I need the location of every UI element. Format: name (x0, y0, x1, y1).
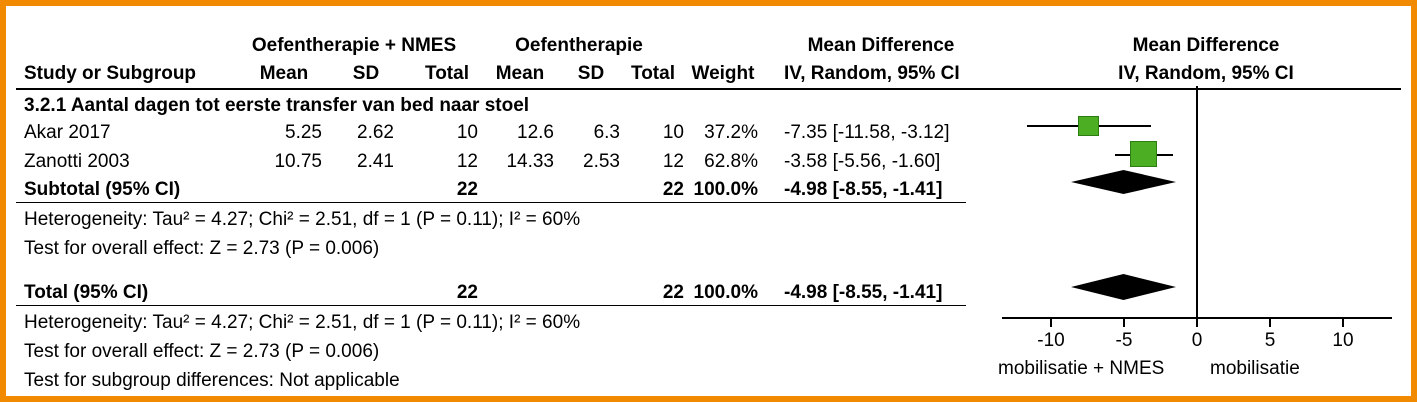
effect-marker-zanotti-2003 (1130, 141, 1157, 167)
forest-plot-area (966, 24, 1406, 394)
x-tick-label: 0 (1191, 330, 1203, 351)
figure-inner (6, 6, 1411, 396)
header-group1: Oefentherapie + NMES (251, 35, 457, 56)
row-mean1: 10.75 (274, 151, 322, 172)
subtotal-weight: 100.0% (693, 179, 758, 200)
row-weight: 62.8% (704, 151, 758, 172)
subgroup-heterogeneity: Heterogeneity: Tau² = 4.27; Chi² = 2.51, df = 1 (P = 0.11); I² = 60% (24, 209, 581, 230)
header-group2: Oefentherapie (515, 35, 643, 56)
row-sd1: 2.62 (357, 122, 394, 143)
row-mean2: 12.6 (517, 122, 554, 143)
axis-label-right: mobilisatie (1210, 358, 1300, 379)
header-plot-sub: IV, Random, 95% CI (1118, 63, 1294, 84)
subgroup-label: 3.2.1 Aantal dagen tot eerste transfer van bed naar stoel (24, 95, 530, 116)
header-effect: Mean Difference (807, 35, 955, 56)
x-tick-label: 5 (1264, 330, 1276, 351)
header-total-2: Total (631, 63, 675, 84)
total-heterogeneity: Heterogeneity: Tau² = 4.27; Chi² = 2.51, df = 1 (P = 0.11); I² = 60% (24, 312, 581, 333)
header-weight: Weight (691, 63, 755, 84)
null-effect-line (1196, 86, 1198, 318)
x-tick (1123, 318, 1125, 327)
x-tick-label: -10 (1037, 330, 1065, 351)
x-tick-label: -5 (1115, 330, 1133, 351)
subgroup-overall-effect: Test for overall effect: Z = 2.73 (P = 0.006) (24, 238, 380, 259)
row-sd2: 6.3 (593, 122, 620, 143)
total-diamond (1071, 274, 1176, 300)
row-effect: -7.35 [-11.58, -3.12] (784, 122, 950, 143)
subtotal-total1: 22 (456, 179, 478, 200)
axis-label-left: mobilisatie + NMES (998, 358, 1165, 379)
row-total1: 12 (456, 151, 478, 172)
total-total2: 22 (662, 282, 684, 303)
row-effect: -3.58 [-5.56, -1.60] (784, 151, 941, 172)
x-tick (1269, 318, 1271, 327)
row-mean1: 5.25 (285, 122, 322, 143)
row-sd2: 2.53 (583, 151, 620, 172)
header-plot: Mean Difference (1132, 35, 1280, 56)
subtotal-effect: -4.98 [-8.55, -1.41] (784, 179, 943, 200)
header-total-1: Total (425, 63, 469, 84)
row-total1: 10 (456, 122, 478, 143)
header-study: Study or Subgroup (24, 63, 197, 84)
total-subgroup-differences: Test for subgroup differences: Not applicable (24, 370, 400, 391)
effect-marker-akar-2017 (1078, 116, 1099, 136)
total-overall-effect: Test for overall effect: Z = 2.73 (P = 0.006) (24, 341, 380, 362)
row-total2: 12 (662, 151, 684, 172)
total-label: Total (95% CI) (24, 282, 149, 303)
total-total1: 22 (456, 282, 478, 303)
x-tick-label: 10 (1332, 330, 1354, 351)
total-divider (16, 305, 966, 306)
x-tick (1196, 318, 1198, 327)
header-mean-1: Mean (259, 63, 309, 84)
row-sd1: 2.41 (357, 151, 394, 172)
header-sd-2: SD (577, 63, 605, 84)
x-tick (1342, 318, 1344, 327)
row-study: Akar 2017 (24, 122, 111, 143)
header-effect-sub: IV, Random, 95% CI (784, 63, 960, 84)
total-effect: -4.98 [-8.55, -1.41] (784, 282, 943, 303)
row-total2: 10 (662, 122, 684, 143)
subtotal-divider (16, 202, 966, 203)
row-weight: 37.2% (704, 122, 758, 143)
header-sd-1: SD (352, 63, 380, 84)
subtotal-label: Subtotal (95% CI) (24, 179, 181, 200)
subtotal-total2: 22 (662, 179, 684, 200)
header-mean-2: Mean (495, 63, 545, 84)
row-study: Zanotti 2003 (24, 151, 130, 172)
subtotal-diamond (1071, 170, 1176, 194)
total-weight: 100.0% (693, 282, 758, 303)
x-tick (1050, 318, 1052, 327)
row-mean2: 14.33 (506, 151, 554, 172)
